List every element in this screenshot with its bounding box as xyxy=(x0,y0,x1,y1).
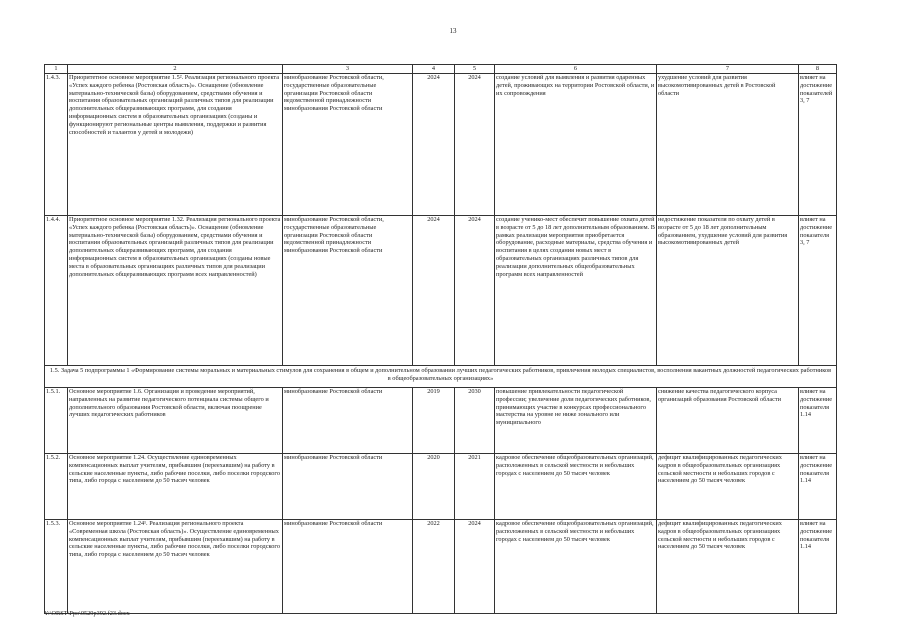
expected-result: кадровое обеспечение общеобразовательных организаций, расположенных в сельской местности и небольших городах с населением до 50 тысяч человек xyxy=(495,520,657,614)
measure-name: Основное мероприятие 1.6. Организация и проведение мероприятий, направленных на развитие педагогического потенциала системы общего и дополнительного образования Ростовской области, включая поощрение лучших педагогических работников xyxy=(68,388,283,454)
column-number-row xyxy=(45,65,837,74)
executor: минобразование Ростовской области xyxy=(283,388,413,454)
executor: минобразование Ростовской области xyxy=(283,520,413,614)
column-number: 2 xyxy=(68,65,283,74)
table-row xyxy=(45,454,837,520)
column-number: 8 xyxy=(799,65,837,74)
expected-result: создание условий для выявления и развития одаренных детей, проживающих на территории Ростовской области, и их сопровождения xyxy=(495,74,657,216)
document-file-path: Y:\ORST\Ppo\0529p392.f23.docx xyxy=(44,610,130,617)
end-year: 2021 xyxy=(455,454,495,520)
consequences: дефицит квалифицированных педагогических кадров в общеобразовательных организациях сельской местности и небольших городов с населением до 50 тысяч человек xyxy=(657,520,799,614)
column-number: 4 xyxy=(413,65,455,74)
row-number: 1.5.2. xyxy=(45,454,68,520)
start-year: 2024 xyxy=(413,74,455,216)
consequences: недостижение показателя по охвату детей в возрасте от 5 до 18 лет дополнительным образованием, ухудшение условий для развития высокомотивированных детей xyxy=(657,216,799,366)
column-number: 6 xyxy=(495,65,657,74)
start-year: 2019 xyxy=(413,388,455,454)
column-number: 5 xyxy=(455,65,495,74)
indicator-link: влияет на достижение показателя 1.14 xyxy=(799,520,837,614)
indicator-link: влияет на достижение показателей 3, 7 xyxy=(799,74,837,216)
start-year: 2022 xyxy=(413,520,455,614)
start-year: 2024 xyxy=(413,216,455,366)
column-number: 7 xyxy=(657,65,799,74)
executor: минобразование Ростовской области, государственные образовательные организации Ростовской области ведомственной принадлежности минобразования Ростовской области xyxy=(283,216,413,366)
row-number: 1.4.3. xyxy=(45,74,68,216)
measure-name: Основное мероприятие 1.24. Осуществление единовременных компенсационных выплат учителям, прибывшим (переехавшим) на работу в сельские населенные пункты, либо рабочие поселки, либо поселки городского типа, либо города с населением до 50 тысяч человек xyxy=(68,454,283,520)
indicator-link: влияет на достижение показателя 1.14 xyxy=(799,388,837,454)
column-number: 3 xyxy=(283,65,413,74)
measure-name: Приоритетное основное мероприятие 1.32. Реализация регионального проекта «Успех каждого ребенка (Ростовская область)». Оснащение (обновление материально-технической базы) оборудованием, средствами обучения и воспитания образовательных организаций различных типов для реализации дополнительных общеразвивающих программ, для создания информационных систем в образовательных организациях (созданы новые места в образовательных организациях различных типов для реализации дополнительных общеразвивающих программ всех направленностей) xyxy=(68,216,283,366)
column-number: 1 xyxy=(45,65,68,74)
expected-result: повышение привлекательности педагогической профессии; увеличение доли педагогических работников, принимающих участие в конкурсах профессионального мастерства на уровне не ниже зонального или муниципального xyxy=(495,388,657,454)
table-row xyxy=(45,74,837,216)
indicator-link: влияет на достижение показателя 1.14 xyxy=(799,454,837,520)
end-year: 2024 xyxy=(455,216,495,366)
expected-result: создание ученико-мест обеспечит повышение охвата детей в возрасте от 5 до 18 лет дополнительным образованием. В рамках реализации мероприятия приобретается оборудование, расходные материалы, средства обучения и воспитания в целях создания новых мест в образовательных организациях различных типов для реализации дополнительных общеобразовательных программ всех направленностей xyxy=(495,216,657,366)
consequences: ухудшение условий для развития высокомотивированных детей в Ростовской области xyxy=(657,74,799,216)
table-row xyxy=(45,388,837,454)
end-year: 2024 xyxy=(455,520,495,614)
start-year: 2020 xyxy=(413,454,455,520)
consequences: снижение качества педагогического корпуса организаций образования Ростовской области xyxy=(657,388,799,454)
table-row xyxy=(45,216,837,366)
row-number: 1.5.3. xyxy=(45,520,68,614)
table-row xyxy=(45,520,837,614)
subprogram-task-row xyxy=(45,366,837,388)
subprogram-task-title: 1.5. Задача 5 подпрограммы 1 «Формирование системы моральных и материальных стимулов для сохранения в общем и дополнительном образовании лучших педагогических работников, привлечения молодых специалистов, восполнения вакантных должностей педагогических работников в общеобразовательных организациях» xyxy=(45,366,837,388)
executor: минобразование Ростовской области xyxy=(283,454,413,520)
end-year: 2024 xyxy=(455,74,495,216)
end-year: 2030 xyxy=(455,388,495,454)
row-number: 1.5.1. xyxy=(45,388,68,454)
row-number: 1.4.4. xyxy=(45,216,68,366)
expected-result: кадровое обеспечение общеобразовательных организаций, расположенных в сельской местности и небольших городах с населением до 50 тысяч человек xyxy=(495,454,657,520)
page-number: 13 xyxy=(449,27,457,35)
executor: минобразование Ростовской области, государственные образовательные организации Ростовской области ведомственной принадлежности минобразования Ростовской области xyxy=(283,74,413,216)
measure-name: Приоритетное основное мероприятие 1.5². Реализация регионального проекта «Успех каждого ребенка (Ростовская область)». Оснащение (обновление материально-технической базы) оборудованием, средствами обучения и воспитания образовательных организаций различных типов для реализации дополнительных общеразвивающих программ, для создания информационных систем в образовательных организациях (созданы и функционируют региональные центры выявления, поддержки и развития способностей и талантов у детей и молодежи) xyxy=(68,74,283,216)
measure-name: Основное мероприятие 1.24¹. Реализация регионального проекта «Современная школа (Ростовская область)». Осуществление единовременных компенсационных выплат учителям, прибывшим (переехавшим) на работу в сельские населенные пункты, либо рабочие поселки, либо поселки городского типа, либо города с населением до 50 тысяч человек xyxy=(68,520,283,614)
consequences: дефицит квалифицированных педагогических кадров в общеобразовательных организациях сельской местности и небольших городов с населением до 50 тысяч человек xyxy=(657,454,799,520)
measures-table xyxy=(44,64,837,614)
indicator-link: влияет на достижение показателя 3, 7 xyxy=(799,216,837,366)
